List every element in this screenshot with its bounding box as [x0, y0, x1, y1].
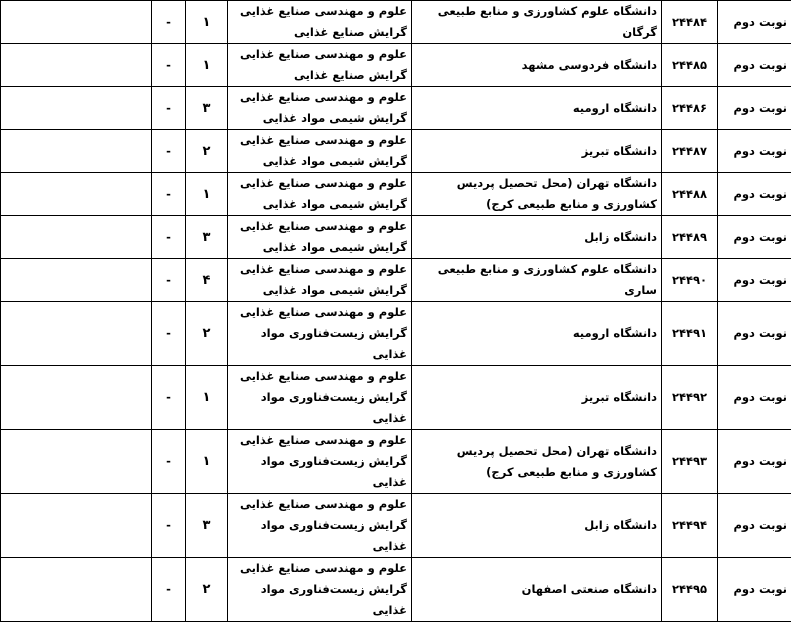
field-cell: علوم و مهندسی صنایع غذایی گرایش صنایع غذایی: [228, 44, 412, 87]
empty-cell: [1, 366, 152, 430]
field-cell: علوم و مهندسی صنایع غذایی گرایش زیست‌فناوری مواد غذایی: [228, 494, 412, 558]
empty-cell: [1, 44, 152, 87]
turn-cell: نوبت دوم: [718, 130, 791, 173]
code-cell: ۲۴۴۹۲: [662, 366, 718, 430]
code-cell: ۲۴۴۸۹: [662, 216, 718, 259]
university-cell: دانشگاه ارومیه: [412, 302, 662, 366]
table-row: [1, 173, 791, 216]
field-cell: علوم و مهندسی صنایع غذایی گرایش شیمی مواد غذایی: [228, 130, 412, 173]
empty-cell: [1, 558, 152, 622]
university-cell: دانشگاه علوم کشاورزی و منابع طبیعی گرگان: [412, 1, 662, 44]
turn-cell: نوبت دوم: [718, 302, 791, 366]
turn-cell: نوبت دوم: [718, 1, 791, 44]
empty-cell: [1, 130, 152, 173]
university-cell: دانشگاه تبریز: [412, 130, 662, 173]
field-cell: علوم و مهندسی صنایع غذایی گرایش شیمی مواد غذایی: [228, 259, 412, 302]
code-cell: ۲۴۴۸۷: [662, 130, 718, 173]
university-cell: دانشگاه زابل: [412, 216, 662, 259]
table-row: [1, 558, 791, 622]
table-row: [1, 302, 791, 366]
turn-cell: نوبت دوم: [718, 44, 791, 87]
field-cell: علوم و مهندسی صنایع غذایی گرایش شیمی مواد غذایی: [228, 216, 412, 259]
empty-cell: [1, 259, 152, 302]
table-row: [1, 259, 791, 302]
capacity-cell: ۳: [186, 494, 228, 558]
turn-cell: نوبت دوم: [718, 87, 791, 130]
university-cell: دانشگاه فردوسی مشهد: [412, 44, 662, 87]
note-cell: -: [152, 259, 186, 302]
turn-cell: نوبت دوم: [718, 173, 791, 216]
note-cell: -: [152, 216, 186, 259]
turn-cell: نوبت دوم: [718, 216, 791, 259]
university-cell: دانشگاه تهران (محل تحصیل پردیس کشاورزی و منابع طبیعی کرج): [412, 430, 662, 494]
turn-cell: نوبت دوم: [718, 366, 791, 430]
field-cell: علوم و مهندسی صنایع غذایی گرایش شیمی مواد غذایی: [228, 173, 412, 216]
note-cell: -: [152, 302, 186, 366]
note-cell: -: [152, 366, 186, 430]
code-cell: ۲۴۴۸۴: [662, 1, 718, 44]
empty-cell: [1, 173, 152, 216]
university-cell: دانشگاه تهران (محل تحصیل پردیس کشاورزی و منابع طبیعی کرج): [412, 173, 662, 216]
capacity-cell: ۳: [186, 87, 228, 130]
field-cell: علوم و مهندسی صنایع غذایی گرایش زیست‌فناوری مواد غذایی: [228, 558, 412, 622]
empty-cell: [1, 1, 152, 44]
capacity-cell: ۱: [186, 366, 228, 430]
table-row: [1, 430, 791, 494]
field-cell: علوم و مهندسی صنایع غذایی گرایش شیمی مواد غذایی: [228, 87, 412, 130]
capacity-cell: ۴: [186, 259, 228, 302]
code-cell: ۲۴۴۹۱: [662, 302, 718, 366]
table-row: [1, 130, 791, 173]
code-cell: ۲۴۴۸۸: [662, 173, 718, 216]
empty-cell: [1, 494, 152, 558]
capacity-cell: ۳: [186, 216, 228, 259]
note-cell: -: [152, 87, 186, 130]
empty-cell: [1, 87, 152, 130]
empty-cell: [1, 430, 152, 494]
university-cell: دانشگاه صنعتی اصفهان: [412, 558, 662, 622]
field-cell: علوم و مهندسی صنایع غذایی گرایش زیست‌فناوری مواد غذایی: [228, 430, 412, 494]
note-cell: -: [152, 44, 186, 87]
university-cell: دانشگاه علوم کشاورزی و منابع طبیعی ساری: [412, 259, 662, 302]
turn-cell: نوبت دوم: [718, 259, 791, 302]
field-cell: علوم و مهندسی صنایع غذایی گرایش صنایع غذایی: [228, 1, 412, 44]
table-row: [1, 494, 791, 558]
table-row: [1, 87, 791, 130]
capacity-cell: ۲: [186, 558, 228, 622]
capacity-cell: ۲: [186, 302, 228, 366]
capacity-cell: ۱: [186, 1, 228, 44]
field-cell: علوم و مهندسی صنایع غذایی گرایش زیست‌فناوری مواد غذایی: [228, 302, 412, 366]
note-cell: -: [152, 430, 186, 494]
code-cell: ۲۴۴۹۵: [662, 558, 718, 622]
empty-cell: [1, 216, 152, 259]
note-cell: -: [152, 173, 186, 216]
empty-cell: [1, 302, 152, 366]
code-cell: ۲۴۴۸۶: [662, 87, 718, 130]
code-cell: ۲۴۴۹۰: [662, 259, 718, 302]
university-cell: دانشگاه تبریز: [412, 366, 662, 430]
university-cell: دانشگاه ارومیه: [412, 87, 662, 130]
turn-cell: نوبت دوم: [718, 494, 791, 558]
capacity-cell: ۲: [186, 130, 228, 173]
note-cell: -: [152, 558, 186, 622]
table-row: [1, 1, 791, 44]
turn-cell: نوبت دوم: [718, 558, 791, 622]
field-cell: علوم و مهندسی صنایع غذایی گرایش زیست‌فناوری مواد غذایی: [228, 366, 412, 430]
code-cell: ۲۴۴۸۵: [662, 44, 718, 87]
turn-cell: نوبت دوم: [718, 430, 791, 494]
university-cell: دانشگاه زابل: [412, 494, 662, 558]
note-cell: -: [152, 1, 186, 44]
table-row: [1, 44, 791, 87]
table-row: [1, 216, 791, 259]
capacity-cell: ۱: [186, 44, 228, 87]
capacity-cell: ۱: [186, 430, 228, 494]
table-row: [1, 366, 791, 430]
code-cell: ۲۴۴۹۴: [662, 494, 718, 558]
note-cell: -: [152, 130, 186, 173]
code-cell: ۲۴۴۹۳: [662, 430, 718, 494]
capacity-cell: ۱: [186, 173, 228, 216]
note-cell: -: [152, 494, 186, 558]
table-body: [1, 1, 791, 622]
